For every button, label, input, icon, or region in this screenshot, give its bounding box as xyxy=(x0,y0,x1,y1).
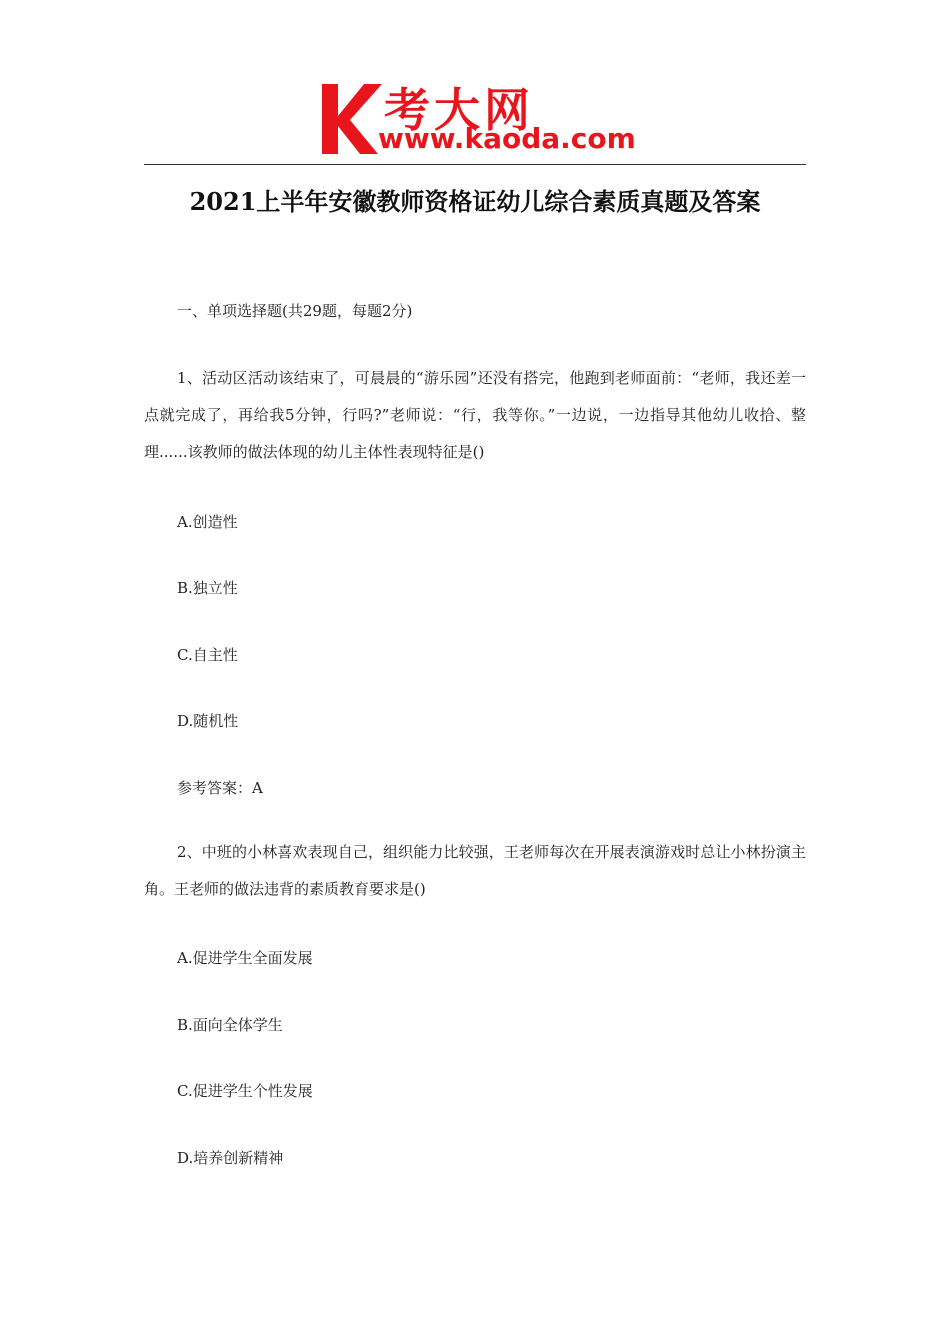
question-2-stem: 2、中班的小林喜欢表现自己，组织能力比较强，王老师每次在开展表演游戏时总让小林扮演主角。王老师的做法违背的素质教育要求是() xyxy=(144,843,806,898)
page-title: 2021上半年安徽教师资格证幼儿综合素质真题及答案 xyxy=(189,187,761,216)
question-2-option-a: A.促进学生全面发展 xyxy=(177,949,313,967)
question-1-option-a: A.创造性 xyxy=(177,513,238,531)
question-1-answer: 参考答案：A xyxy=(177,779,263,797)
logo-url: www.kaoda.com xyxy=(378,122,636,155)
question-1-option-d: D.随机性 xyxy=(177,712,239,730)
kaoda-logo xyxy=(318,78,648,160)
question-2-option-d: D.培养创新精神 xyxy=(177,1149,284,1167)
logo-name: 考大网 xyxy=(384,83,534,137)
section-heading: 一、单项选择题(共29题，每题2分) xyxy=(177,302,413,320)
question-1-option-b: B.独立性 xyxy=(177,579,238,597)
question-2-option-c: C.促进学生个性发展 xyxy=(177,1082,313,1100)
header-divider xyxy=(144,164,806,165)
question-2-option-b: B.面向全体学生 xyxy=(177,1016,283,1034)
question-1-option-c: C.自主性 xyxy=(177,646,238,664)
question-1-stem: 1、活动区活动该结束了，可晨晨的“游乐园”还没有搭完，他跑到老师面前：“老师，我还差一点就完成了，再给我5分钟，行吗?”老师说：“行，我等你。”一边说，一边指导其他幼儿收拾、整理......该教师的做法体现的幼儿主体性表现特征是() xyxy=(144,369,806,461)
